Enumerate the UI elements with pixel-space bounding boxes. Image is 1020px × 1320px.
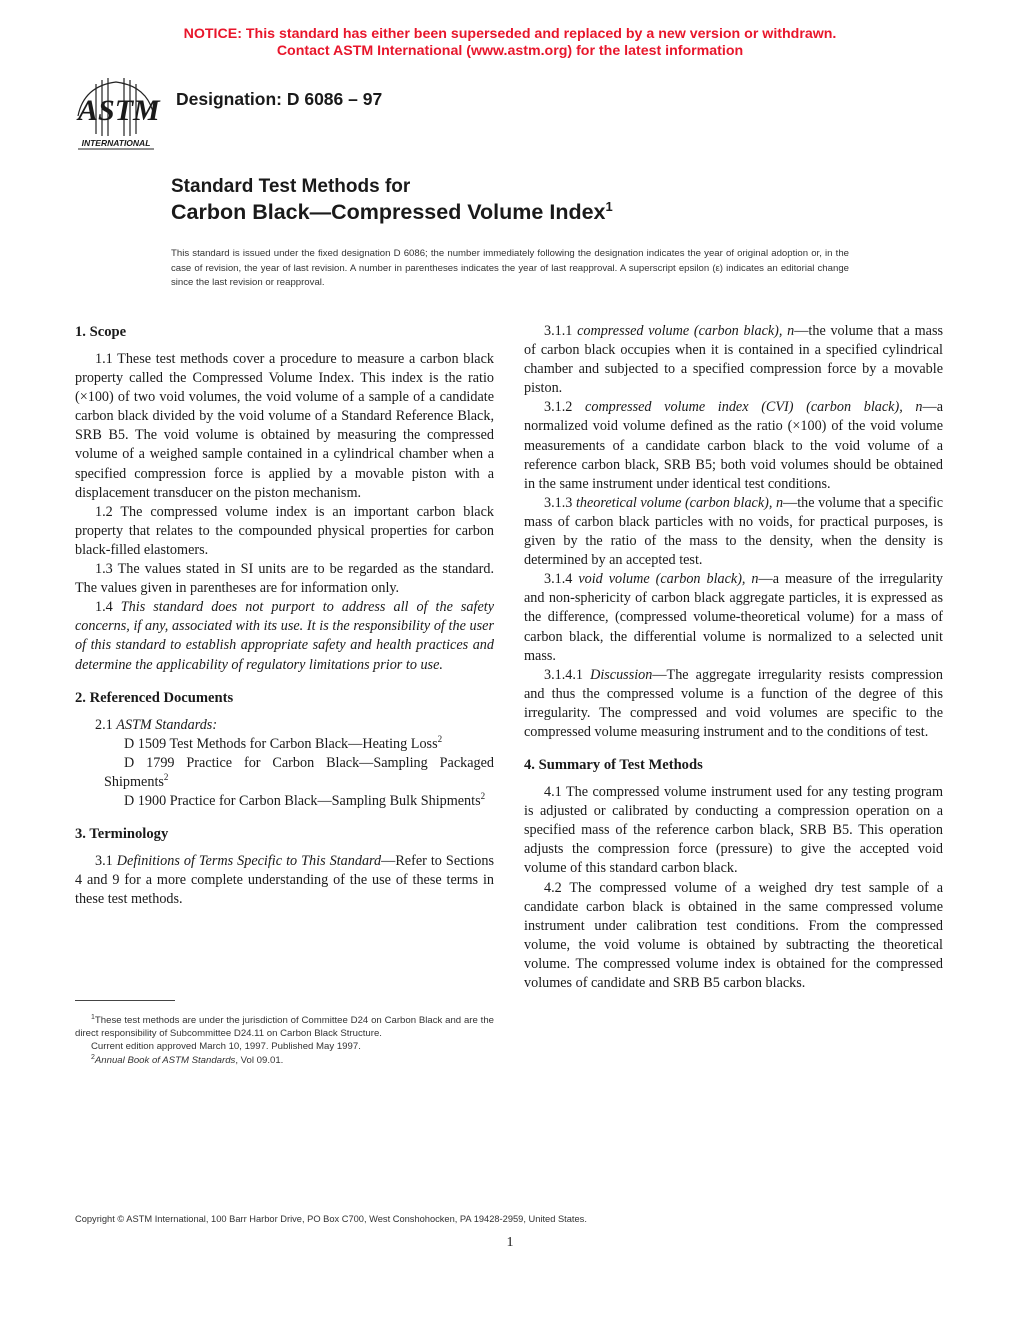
definition: —a measure of the irregularity and non-sphericity of carbon black aggregate particles, it is expressed as the difference, (compressed volume-theoretical volume) for a mass of carbon black, the differential volume is normalized to a selected unit mass. [524, 571, 944, 664]
paragraph-number: 3.1.3 [544, 494, 573, 511]
paragraph-1-2: 1.2 The compressed volume index is an important carbon black property that relates to the compounded physical properties for carbon black-filled elastomers. [75, 503, 494, 558]
notice-line-2: Contact ASTM International (www.astm.org) for the latest information [276, 43, 744, 59]
footnote-divider [75, 1000, 175, 1001]
footnote-mark: 1 [91, 1014, 95, 1021]
paragraph-4-2: 4.2 The compressed volume of a weighed dry test sample of a candidate carbon black is obtained in the same compressed volume instrument under calibration test conditions. From the compressed volume, the void volume is obtained by subtracting the theoretical volume. The compressed volume index is obtained for the compressed volumes of candidate and SRB B5 carbon blacks. [524, 879, 943, 991]
footnote-1-edition: Current edition approved March 10, 1997. Published May 1997. [91, 1041, 361, 1053]
paragraph-1-3: 1.3 The values stated in SI units are to be regarded as the standard. The values given in parentheses are for information only. [75, 561, 494, 597]
definition-3-1-2 [524, 398, 943, 493]
definition: —Refer to Sections 4 and 9 for a more complete understanding of the use of these terms in these test methods. [75, 853, 495, 908]
left-column [75, 322, 494, 909]
definition: —the volume that a specific mass of carbon black particles with no voids, for practical purposes, is given by the ratio of the mass to the density, when the density is determined by an accepted test. [524, 494, 944, 569]
safety-caveat: This standard does not purport to address all of the safety concerns, if any, associated with its use. It is the responsibility of the user of this standard to establish appropriate safety and health practices and determine the applicability of regulatory limitations prior to use. [75, 599, 494, 673]
section-heading-referenced-documents: 2. Referenced Documents [75, 689, 234, 706]
document-title [171, 175, 613, 226]
paragraph-number: 1.4 [95, 599, 113, 616]
definition-3-1-4 [524, 570, 943, 665]
page-number: 1 [506, 1235, 514, 1250]
logo-subtext: INTERNATIONAL [81, 138, 151, 148]
reference-text: D 1509 Test Methods for Carbon Black—Heating Loss [124, 735, 438, 752]
paragraph-number: 3.1.4 [544, 571, 573, 588]
paragraph-number: 3.1 [95, 853, 113, 870]
reference-d1799 [75, 754, 494, 792]
paragraph-number: 2.1 [95, 716, 113, 733]
paragraph-number: 3.1.2 [544, 399, 573, 416]
copyright-line: Copyright © ASTM International, 100 Barr Harbor Drive, PO Box C700, West Conshohocken, PA 19428-2959, United States. [75, 1214, 587, 1224]
title-footnote-mark[interactable]: 1 [605, 199, 613, 214]
footnote-mark[interactable]: 2 [480, 790, 486, 801]
footnote-mark[interactable]: 2 [437, 733, 443, 744]
paragraph-1-1: 1.1 These test methods cover a procedure to measure a carbon black property called the Compressed Volume Index. This index is the ratio (×100) of two void volumes, the void volume of a sample of a candidate carbon black divided by the void volume of a Standard Reference Black, SRB B5. The void volume is obtained by measuring the compressed volume of a weighed sample contained in a cylindrical chamber when a specified compression force is applied by a movable piston with a displacement transducer on the piston mechanism. [75, 351, 494, 501]
paragraph-number: 3.1.1 [544, 323, 573, 339]
paragraph-3-1 [75, 852, 494, 909]
paragraph-4-1: 4.1 The compressed volume instrument used for any testing program is adjusted or calibrated by conducting a compression operation on a specified mass of the reference carbon black, SRB B5. This operation adjusts the compression force (pressure) to give the accepted void volume of this standard carbon black. [524, 784, 943, 877]
paragraph-1-4 [75, 598, 494, 674]
title-text: Carbon Black—Compressed Volume Index [171, 200, 606, 224]
section-heading-summary: 4. Summary of Test Methods [524, 757, 703, 774]
term: compressed volume index (CVI) (carbon black), n [585, 399, 923, 416]
footnote-1 [75, 1014, 494, 1040]
astm-standards-label: ASTM Standards: [116, 716, 218, 733]
issued-note: This standard is issued under the fixed designation D 6086; the number immediately following the designation indicates the year of original adoption or, in the case of revision, the year of last revision. A number in parentheses indicates the year of last reapproval. A superscript epsilon (ε) indicates an editorial change since the last revision or reapproval. [171, 248, 849, 289]
footnote-mark: 2 [91, 1053, 95, 1061]
right-column [524, 322, 943, 993]
definition-3-1-3 [524, 494, 943, 570]
notice-line-1: NOTICE: This standard has either been superseded and replaced by a new version or withdrawn. [183, 26, 837, 42]
definition: —the volume that a mass of carbon black occupies when it is contained in a specified cylindrical chamber and subjected to a specified compression force by a movable piston. [524, 323, 943, 397]
footnote-book-title: Annual Book of ASTM Standards [94, 1054, 236, 1066]
footnote-2 [75, 1054, 494, 1067]
section-heading-terminology: 3. Terminology [75, 826, 169, 843]
logo-text: ASTM [78, 94, 160, 127]
paragraph-2-1 [75, 716, 494, 735]
reference-text: D 1799 Practice for Carbon Black—Sampling Packaged Shipments [104, 754, 494, 790]
paragraph-number: 3.1.4.1 [544, 666, 584, 683]
footnote-mark[interactable]: 2 [163, 771, 169, 782]
title-line-1: Standard Test Methods for [171, 176, 411, 197]
term: compressed volume (carbon black), n [577, 323, 795, 339]
footnote-text: These test methods are under the jurisdiction of Committee D24 on Carbon Black and are the direct responsibility of Subcommittee D24.11 on Carbon Black Structure. [75, 1015, 494, 1040]
definition: —a normalized void volume defined as the ratio (×100) of the void volume measurements of a candidate carbon black to the void volume of a reference carbon black, SRB B5; both void volumes should be obtained in the same instrument under identical test conditions. [524, 399, 943, 492]
designation: Designation: D 6086 – 97 [176, 89, 383, 109]
definition-3-1-1 [524, 322, 943, 398]
title-line-2 [171, 199, 613, 226]
term: Definitions of Terms Specific to This Standard [116, 853, 382, 870]
reference-text: D 1900 Practice for Carbon Black—Sampling Bulk Shipments [124, 792, 481, 809]
withdrawal-notice [0, 26, 1020, 60]
astm-logo-icon [68, 76, 164, 152]
footnote-text: , Vol 09.01. [235, 1054, 284, 1066]
term: Discussion [590, 666, 653, 683]
section-heading-scope: 1. Scope [75, 324, 127, 340]
reference-d1900 [75, 792, 494, 811]
discussion-3-1-4-1 [524, 666, 943, 742]
term: theoretical volume (carbon black), n [575, 494, 784, 511]
reference-d1509 [75, 735, 494, 754]
term: void volume (carbon black), n [578, 571, 759, 588]
footnotes [75, 1014, 494, 1067]
definition: —The aggregate irregularity resists compression and thus the compressed volume is a function of the degree of this irregularity. The compressed and void volumes are specific to the compressed volume measuring instrument and to the conditions of test. [524, 666, 943, 740]
